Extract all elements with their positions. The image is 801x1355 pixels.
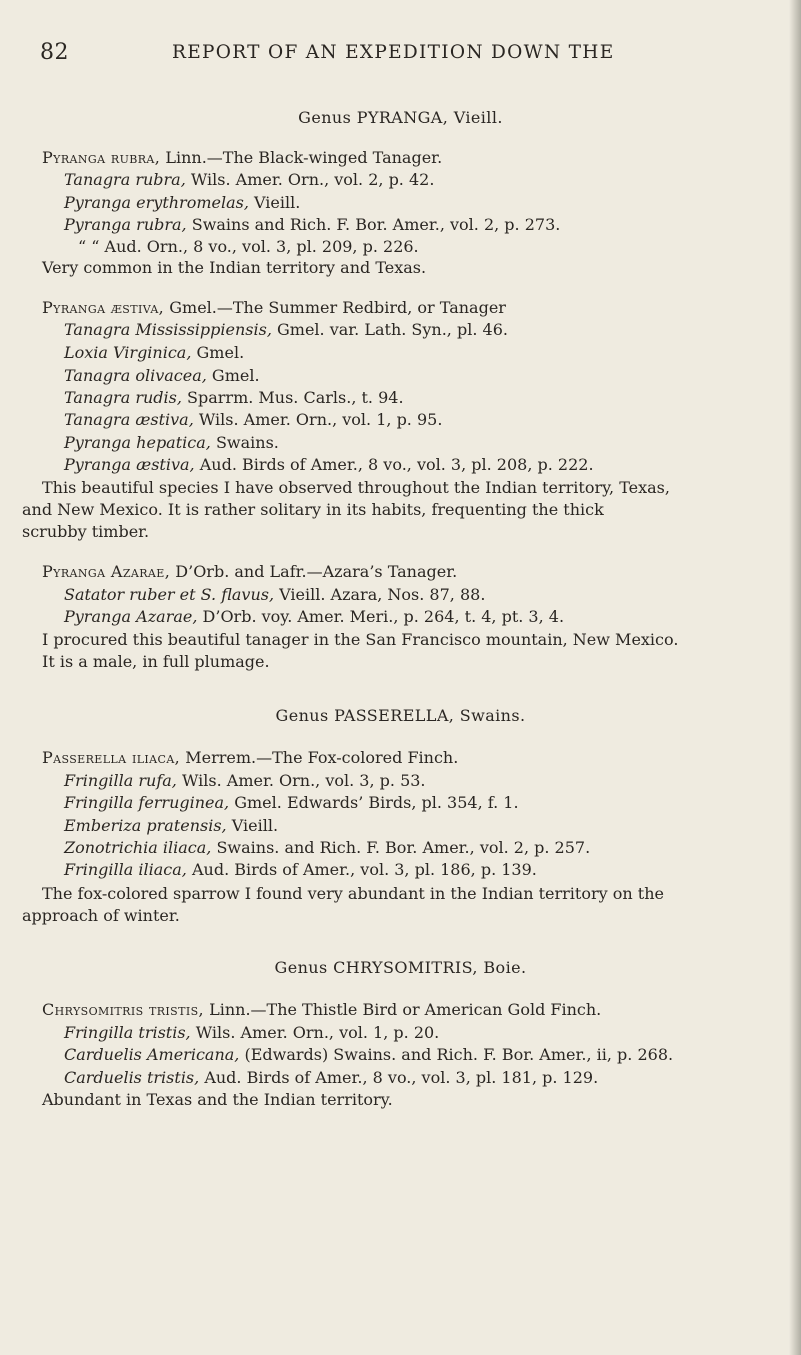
page-header (40, 40, 770, 70)
synonym-line: Pyranga hepatica, Swains. (64, 433, 279, 452)
species-note: It is a male, in full plumage. (42, 652, 270, 671)
synonym-line: Tanagra æstiva, Wils. Amer. Orn., vol. 1, p. 95. (64, 410, 443, 429)
synonym-line: Pyranga æstiva, Aud. Birds of Amer., 8 vo., vol. 3, pl. 208, p. 222. (64, 455, 594, 474)
species-note: approach of winter. (22, 906, 180, 925)
synonym-line: Emberiza pratensis, Vieill. (64, 816, 279, 835)
synonym-line: Tanagra Mississippiensis, Gmel. var. Lath. Syn., pl. 46. (64, 320, 508, 339)
species-entry: Passerella iliaca, Merrem.—The Fox-colored Finch. (42, 748, 459, 767)
genus-heading-chrysomitris: Genus CHRYSOMITRIS, Boie. (274, 958, 527, 977)
synonym-line: Tanagra rubra, Wils. Amer. Orn., vol. 2, p. 42. (64, 170, 435, 189)
synonym-line: Satator ruber et S. flavus, Vieill. Azara, Nos. 87, 88. (64, 585, 486, 604)
page-edge-shadow (789, 0, 801, 1355)
synonym-line: Tanagra rudis, Sparrm. Mus. Carls., t. 94. (64, 388, 404, 407)
synonym-line: Pyranga Azarae, D’Orb. voy. Amer. Meri., p. 264, t. 4, pt. 3, 4. (64, 607, 565, 626)
running-title: REPORT OF AN EXPEDITION DOWN THE (172, 42, 615, 63)
species-entry: Pyranga rubra, Linn.—The Black-winged Tanager. (42, 148, 443, 167)
species-note: I procured this beautiful tanager in the San Francisco mountain, New Mexico. (42, 630, 679, 649)
synonym-line: Fringilla rufa, Wils. Amer. Orn., vol. 3, p. 53. (64, 771, 426, 790)
species-note: The fox-colored sparrow I found very abundant in the Indian territory on the (42, 884, 664, 903)
synonym-line: Fringilla iliaca, Aud. Birds of Amer., vol. 3, pl. 186, p. 139. (64, 860, 537, 879)
genus-heading-passerella: Genus PASSERELLA, Swains. (275, 706, 526, 725)
species-note: and New Mexico. It is rather solitary in its habits, frequenting the thick (22, 500, 604, 519)
synonym-line: Carduelis Americana, (Edwards) Swains. and Rich. F. Bor. Amer., ii, p. 268. (64, 1045, 674, 1064)
synonym-line: Loxia Virginica, Gmel. (64, 343, 245, 362)
species-entry: Pyranga æstiva, Gmel.—The Summer Redbird, or Tanager (42, 298, 506, 317)
species-note: Abundant in Texas and the Indian territory. (42, 1090, 393, 1109)
synonym-line: Pyranga erythromelas, Vieill. (64, 193, 301, 212)
species-note: Very common in the Indian territory and Texas. (42, 258, 427, 277)
synonym-line: Tanagra olivacea, Gmel. (64, 366, 260, 385)
synonym-line: Fringilla tristis, Wils. Amer. Orn., vol. 1, p. 20. (64, 1023, 440, 1042)
species-entry: Chrysomitris tristis, Linn.—The Thistle Bird or American Gold Finch. (42, 1000, 602, 1019)
synonym-line: Pyranga rubra, Swains and Rich. F. Bor. Amer., vol. 2, p. 273. (64, 215, 561, 234)
genus-heading-pyranga: Genus PYRANGA, Vieill. (298, 108, 503, 127)
page-number: 82 (40, 40, 69, 65)
synonym-line: “ “ Aud. Orn., 8 vo., vol. 3, pl. 209, p. 226. (78, 237, 419, 256)
synonym-line: Fringilla ferruginea, Gmel. Edwards’ Birds, pl. 354, f. 1. (64, 793, 519, 812)
species-note: scrubby timber. (22, 522, 150, 541)
synonym-line: Carduelis tristis, Aud. Birds of Amer., 8 vo., vol. 3, pl. 181, p. 129. (64, 1068, 599, 1087)
species-note: This beautiful species I have observed throughout the Indian territory, Texas, (42, 478, 670, 497)
synonym-line: Zonotrichia iliaca, Swains. and Rich. F. Bor. Amer., vol. 2, p. 257. (64, 838, 591, 857)
species-entry: Pyranga Azarae, D’Orb. and Lafr.—Azara’s Tanager. (42, 562, 458, 581)
